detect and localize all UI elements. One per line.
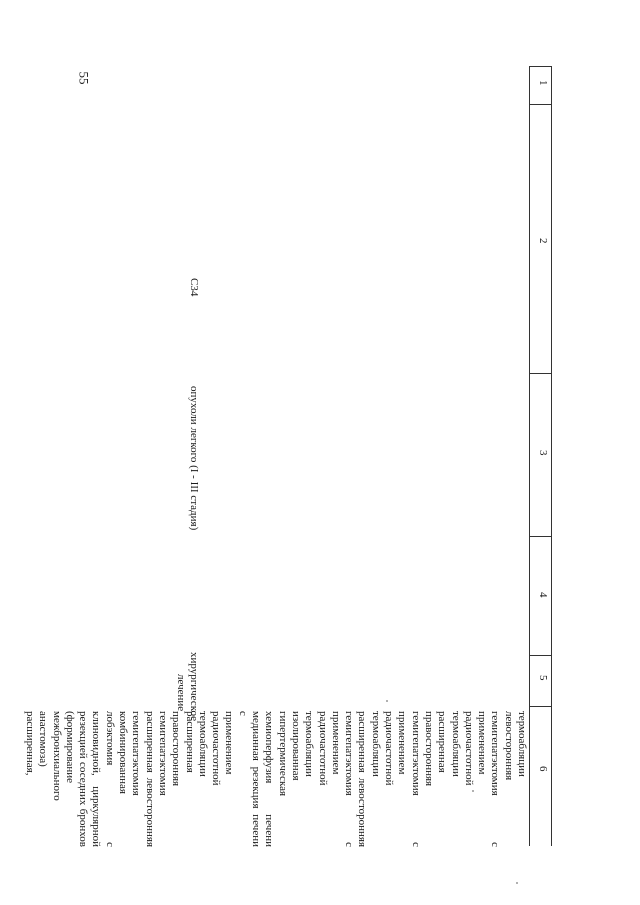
header-col-6: 6	[537, 766, 549, 772]
treatment-line-1: хирургическое	[188, 652, 200, 722]
row-method	[23, 711, 528, 847]
method-line: левосторонняя	[502, 711, 515, 781]
method-line: гемигепатэктомия	[130, 711, 143, 796]
method-line: (формирование	[63, 711, 76, 784]
row-description: опухоли легкого (I - III стадия)	[188, 386, 200, 531]
method-line: комбинированная лобэктомия с	[103, 711, 130, 847]
header-col-4: 4	[537, 592, 549, 598]
method-line: применением радиочастотной	[316, 711, 342, 786]
scan-speck	[472, 790, 474, 792]
treatment-line-2: лечение	[174, 674, 187, 712]
method-line: гемигепатэктомия	[156, 711, 169, 796]
method-line: расширенная левосторонняя	[356, 711, 369, 847]
method-line: термоабляции	[449, 711, 462, 777]
column-divider	[530, 373, 552, 374]
method-line: гемигепатэктомия с	[489, 711, 502, 847]
method-line: межбронхиального анастомоза)	[37, 711, 63, 801]
scan-speck	[386, 700, 388, 702]
column-divider	[530, 655, 552, 656]
method-line: термоабляции	[196, 711, 209, 777]
page-number: 55	[76, 71, 92, 85]
column-divider	[530, 536, 552, 537]
method-line: применением радиочастотной	[462, 711, 489, 786]
method-line: изолированная	[289, 711, 302, 781]
method-line: расширенная,	[24, 711, 37, 776]
header-col-5: 5	[537, 675, 549, 681]
table-top-rule	[551, 66, 552, 846]
column-divider	[530, 104, 552, 105]
method-line: гемигепатэктомия с	[409, 711, 422, 847]
method-line: хемиоперфузия печени	[263, 711, 276, 847]
method-line: медианная резекция печени с	[236, 711, 263, 847]
method-line: клиновидной, циркулярной	[90, 711, 103, 847]
method-line: термоабляции	[369, 711, 382, 777]
scan-speck	[516, 882, 518, 884]
header-bottom-rule	[529, 66, 530, 846]
column-divider	[530, 706, 552, 707]
method-line: применением радиочастотной	[383, 711, 409, 786]
method-line: расширенная правосторонняя	[422, 711, 449, 787]
method-line: расширенная левосторонняя	[143, 711, 156, 847]
method-line: резекцией соседних бронхов	[77, 711, 90, 847]
method-line: расширенная правосторонняя	[170, 711, 196, 787]
column-divider	[530, 66, 552, 67]
method-line: применением радиочастотной	[210, 711, 236, 786]
header-col-1: 1	[537, 80, 549, 86]
row-code: C34	[188, 278, 200, 297]
method-line: термоабляции	[516, 711, 528, 777]
header-col-2: 2	[537, 238, 549, 244]
header-col-3: 3	[537, 450, 549, 456]
method-line: термоабляции	[303, 711, 316, 777]
method-line: гипертермическая	[276, 711, 289, 797]
method-line: гемигепатэктомия с	[343, 711, 356, 847]
